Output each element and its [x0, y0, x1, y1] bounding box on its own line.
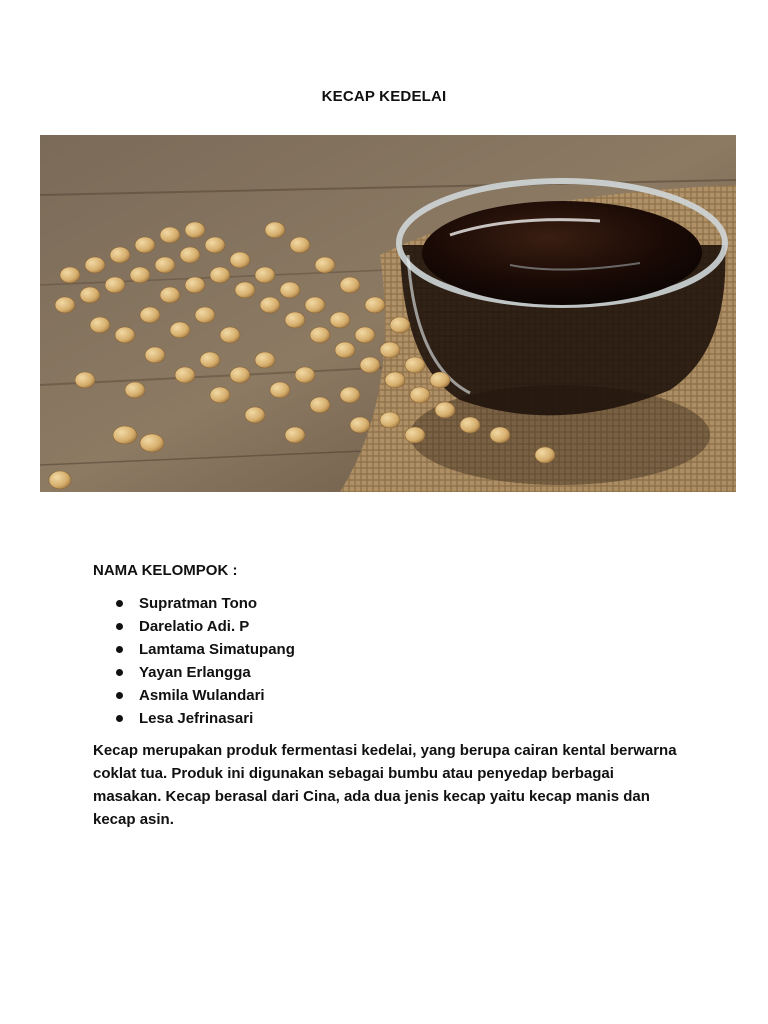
- description-paragraph: Kecap merupakan produk fermentasi kedelai, yang berupa cairan kental berwarna coklat tua. Produk ini digunakan sebagai bumbu atau penyedap berbagai masakan. Kecap berasal dari Cina, ada dua jenis kecap yaitu kecap manis dan kecap asin.: [93, 742, 677, 828]
- member-name: Asmila Wulandari: [139, 687, 265, 704]
- soy-sauce-photo-icon: [40, 135, 736, 492]
- list-item: [93, 638, 295, 661]
- page-title: KECAP KEDELAI: [321, 88, 447, 105]
- list-item: [93, 684, 295, 707]
- list-item: [93, 707, 295, 730]
- bullet-icon: [116, 600, 123, 607]
- member-name: Yayan Erlangga: [139, 664, 251, 681]
- soy-sauce-photo: [40, 135, 736, 492]
- bullet-icon: [116, 715, 123, 722]
- group-label: NAMA KELOMPOK :: [93, 562, 238, 579]
- list-item: [93, 592, 295, 615]
- bullet-icon: [116, 692, 123, 699]
- member-list: [93, 592, 295, 730]
- bullet-icon: [116, 669, 123, 676]
- member-name: Lamtama Simatupang: [139, 641, 295, 658]
- member-name: Lesa Jefrinasari: [139, 710, 254, 727]
- member-name: Supratman Tono: [139, 595, 258, 612]
- list-item: [93, 661, 295, 684]
- bullet-icon: [116, 623, 123, 630]
- bullet-icon: [116, 646, 123, 653]
- list-item: [93, 615, 295, 638]
- member-name: Darelatio Adi. P: [139, 618, 250, 635]
